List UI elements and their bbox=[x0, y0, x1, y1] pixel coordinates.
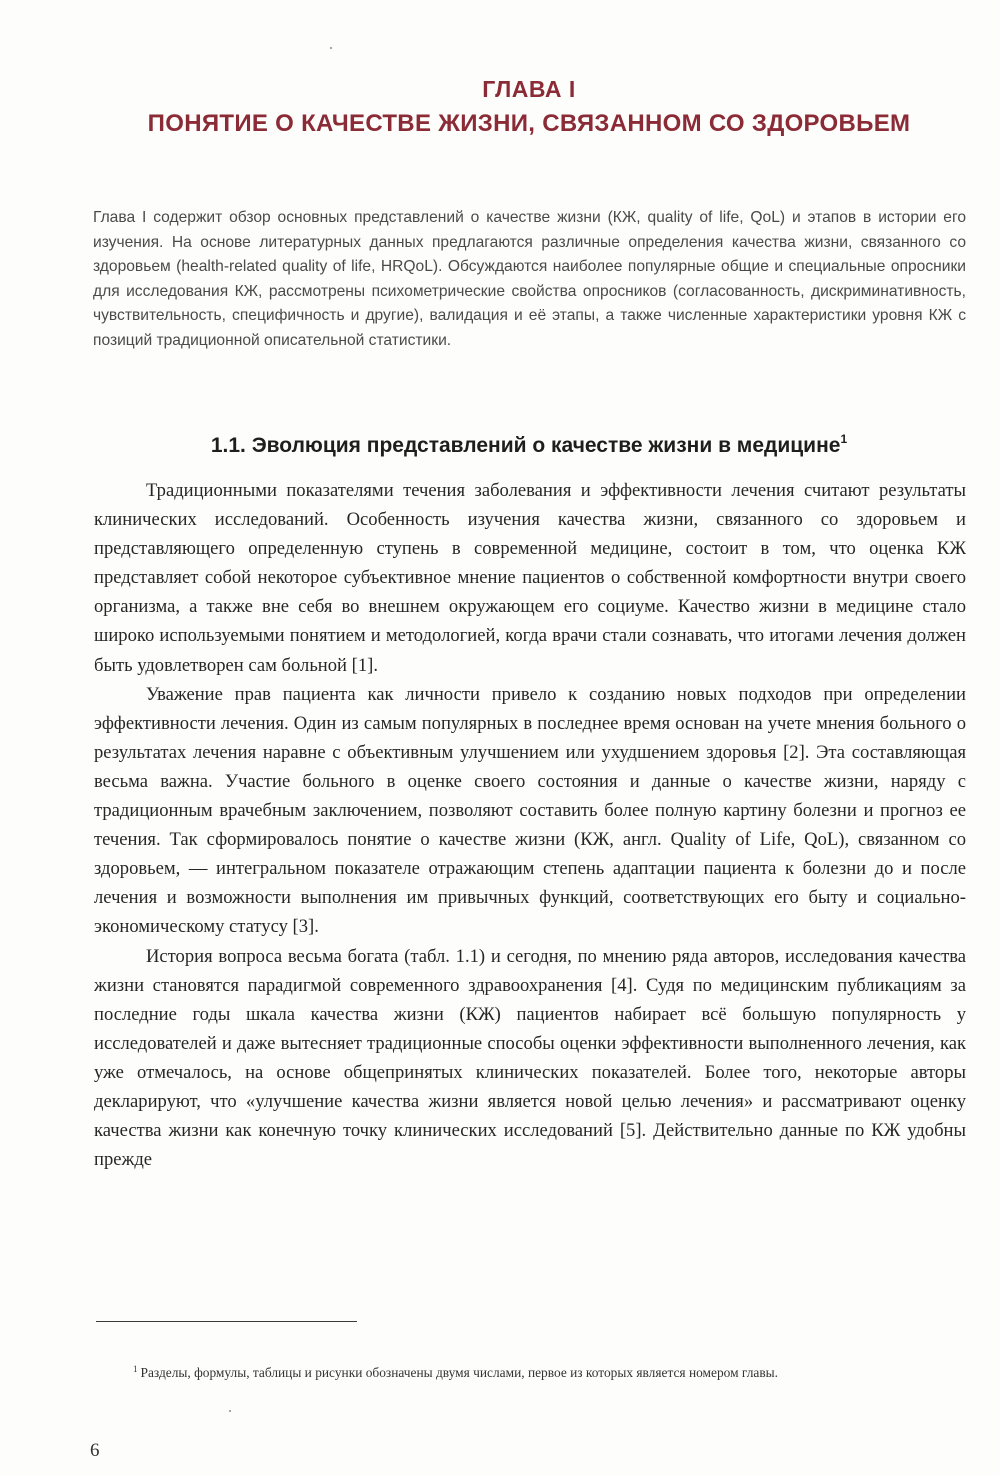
footnote-text: Разделы, формулы, таблицы и рисунки обозначены двумя числами, первое из которых является номером главы. bbox=[140, 1365, 779, 1380]
scan-speck bbox=[229, 1410, 231, 1412]
footnote bbox=[133, 1364, 993, 1382]
section-heading bbox=[0, 434, 1000, 458]
page-number: 6 bbox=[90, 1440, 100, 1461]
paragraph: Традиционными показателями течения заболевания и эффективности лечения считают результаты клинических исследований. Особенность изучения качества жизни, связанного со здоровьем и представляющего определенную ступень в современной медицине, состоит в том, что оценка КЖ представляет собой некоторое субъективное мнение пациентов о собственной комфортности внутри своего организма, а также вне себя во внешнем окружающем его социуме. Качество жизни в медицине стало широко используемыми понятием и методологией, когда врачи стали сознавать, что итогами лечения должен быть удовлетворен сам больной [1]. bbox=[94, 480, 966, 676]
footnote-reference: 1 bbox=[840, 432, 848, 446]
section-heading-text: 1.1. Эволюция представлений о качестве жизни в медицине bbox=[210, 434, 841, 457]
chapter-label: ГЛАВА I bbox=[482, 76, 576, 102]
body-text bbox=[94, 476, 966, 1174]
footnote-mark: 1 bbox=[133, 1364, 138, 1374]
footnote-divider bbox=[96, 1321, 357, 1322]
chapter-title: ПОНЯТИЕ О КАЧЕСТВЕ ЖИЗНИ, СВЯЗАННОМ СО ЗДОРОВЬЕМ bbox=[147, 110, 911, 137]
paragraph: История вопроса весьма богата (табл. 1.1) и сегодня, по мнению ряда авторов, исследования качества жизни становятся парадигмой современного здравоохранения [4]. Судя по медицинским публикациям за последние годы шкала качества жизни (КЖ) пациентов набирает всё большую популярность у исследователей и даже вытесняет традиционные способы оценки эффективности выполненного лечения, как уже отмечалось, на основе общепринятых клинических показателей. Более того, некоторые авторы декларируют, что «улучшение качества жизни является новой целью лечения» и рассматривают оценку качества жизни как конечную точку клинических исследований [5]. Действительно данные по КЖ удобны прежде bbox=[94, 945, 966, 1171]
chapter-abstract: Глава I содержит обзор основных представлений о качестве жизни (КЖ, quality of life, QoL) и этапов в истории его изучения. На основе литературных данных предлагаются различные определения качества жизни, связанного со здоровьем (health-related quality of life, HRQoL). Обсуждаются наиболее популярные общие и специальные опросники для исследования КЖ, рассмотрены психометрические свойства опросников (согласованность, дискриминативность, чувствительность, специфичность и другие), валидация и её этапы, а также численные характеристики уровня КЖ с позиций традиционной описательной статистики. bbox=[93, 209, 966, 349]
paragraph: Уважение прав пациента как личности привело к созданию новых подходов при определении эффективности лечения. Один из самым популярных в последнее время основан на учете мнения больного о результатах лечения наравне с объективным улучшением или ухудшением здоровья [2]. Эта составляющая весьма важна. Участие больного в оценке своего состояния и данные о качестве жизни, наряду с традиционным врачебным заключением, позволяют составить более полную картину болезни и прогноз ее течения. Так сформировалось понятие о качестве жизни (КЖ, англ. Quality of Life, QoL), связанном со здоровьем, — интегральном показателе отражающим степень адаптации пациента к болезни до и после лечения и возможности выполнения им привычных функций, соответствующих его быту и социально-экономическому статусу [3]. bbox=[94, 683, 966, 938]
scan-speck bbox=[330, 47, 332, 49]
